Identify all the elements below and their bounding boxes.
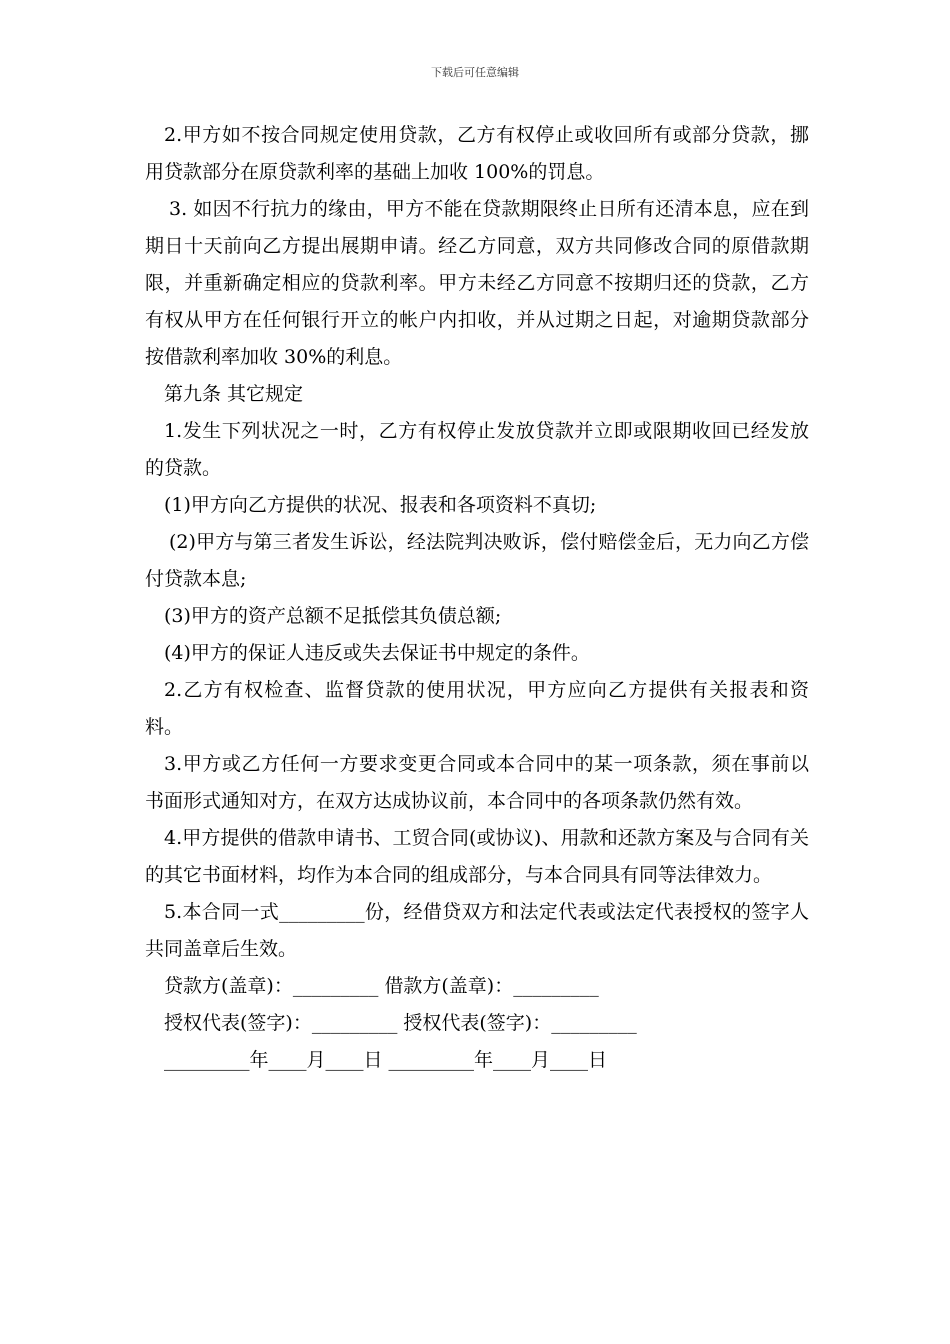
paragraph-force-majeure: 3. 如因不行抗力的缘由，甲方不能在贷款期限终止日所有还清本息，应在到期日十天前向乙方提出展期申请。经乙方同意，双方共同修改合同的原借款期限，并重新确定相应的贷款利率。甲方未经乙方同意不按期归还的贷款，乙方有权从甲方在任何银行开立的帐户内扣收，并从过期之日起，对逾期贷款部分按借款利率加收 30%的利息。 bbox=[145, 198, 809, 368]
paragraph-documents: 4.甲方提供的借款申请书、工贸合同(或协议)、用款和还款方案及与合同有关的其它书面材料，均作为本合同的组成部分，与本合同具有同等法律效力。 bbox=[145, 827, 809, 886]
article-nine-heading: 第九条 其它规定 bbox=[164, 383, 304, 405]
list-item-3: (3)甲方的资产总额不足抵偿其负债总额; bbox=[164, 605, 502, 627]
signature-date-line: _________年____月____日 _________年____月____日 bbox=[164, 1049, 608, 1071]
list-item-2: (2)甲方与第三者发生诉讼，经法院判决败诉，偿付赔偿金后，无力向乙方偿付贷款本息; bbox=[145, 531, 809, 590]
paragraph-stop-loan: 1.发生下列状况之一时，乙方有权停止发放贷款并立即或限期收回已经发放的贷款。 bbox=[145, 420, 809, 479]
list-item-1: (1)甲方向乙方提供的状况、报表和各项资料不真切; bbox=[164, 494, 597, 516]
list-item-4: (4)甲方的保证人违反或失去保证书中规定的条件。 bbox=[164, 642, 590, 664]
paragraph-inspection: 2.乙方有权检查、监督贷款的使用状况，甲方应向乙方提供有关报表和资料。 bbox=[145, 679, 809, 738]
paragraph-copies: 5.本合同一式_________份，经借贷双方和法定代表或法定代表授权的签字人共同盖章后生效。 bbox=[145, 901, 809, 960]
document-body bbox=[145, 117, 809, 1079]
page-header: 下载后可任意编辑 bbox=[431, 66, 519, 79]
signature-seal-line: 贷款方(盖章)：_________ 借款方(盖章)：_________ bbox=[164, 975, 599, 997]
signature-representative-line: 授权代表(签字)：_________ 授权代表(签字)：_________ bbox=[164, 1012, 637, 1034]
paragraph-penalty-misuse: 2.甲方如不按合同规定使用贷款，乙方有权停止或收回所有或部分贷款，挪用贷款部分在原贷款利率的基础上加收 100%的罚息。 bbox=[145, 124, 809, 183]
paragraph-amendment: 3.甲方或乙方任何一方要求变更合同或本合同中的某一项条款，须在事前以书面形式通知对方，在双方达成协议前，本合同中的各项条款仍然有效。 bbox=[145, 753, 809, 812]
